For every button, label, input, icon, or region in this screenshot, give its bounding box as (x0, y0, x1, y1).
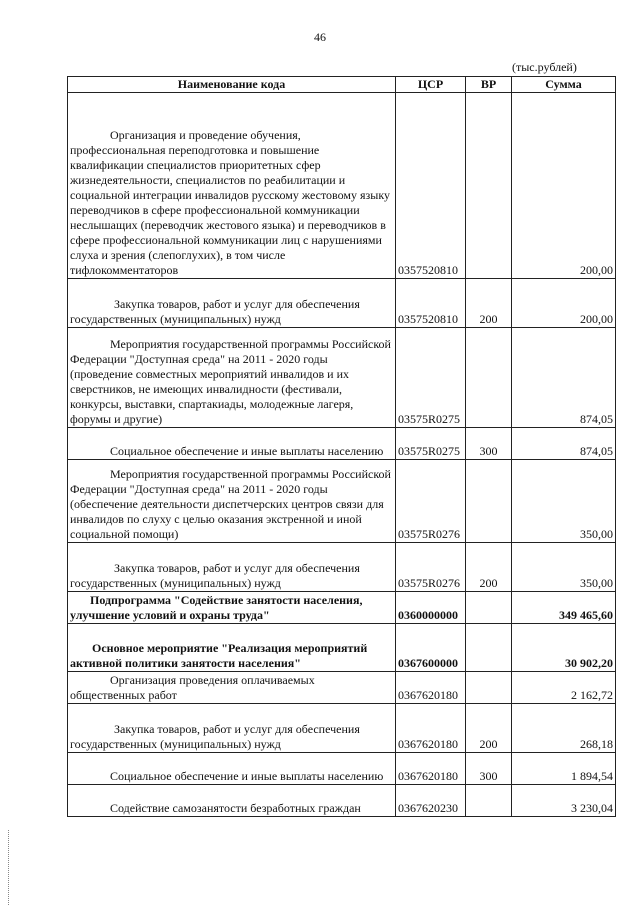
row-csr: 0360000000 (396, 592, 466, 624)
row-vr: 200 (466, 543, 512, 592)
row-name: Социальное обеспечение и иные выплаты населению (110, 769, 384, 783)
row-vr: 200 (466, 279, 512, 328)
table-row (68, 624, 616, 672)
row-name: Основное мероприятие "Реализация мероприятий активной политики занятости населения" (70, 641, 368, 670)
row-vr: 200 (466, 704, 512, 753)
page-number: 46 (314, 30, 326, 44)
row-vr (466, 93, 512, 279)
table-row (68, 93, 616, 279)
row-sum: 874,05 (512, 328, 616, 428)
row-csr: 03575R0276 (396, 460, 466, 543)
row-sum: 200,00 (512, 93, 616, 279)
row-csr: 0367600000 (396, 624, 466, 672)
row-csr: 03575R0276 (396, 543, 466, 592)
scan-artifact (8, 830, 11, 905)
table-row (68, 543, 616, 592)
row-sum: 2 162,72 (512, 672, 616, 704)
row-sum: 350,00 (512, 543, 616, 592)
row-vr (466, 672, 512, 704)
row-name: Закупка товаров, работ и услуг для обеспечения государственных (муниципальных) нужд (70, 297, 360, 326)
table-header-row (68, 77, 616, 93)
row-name: Мероприятия государственной программы Российской Федерации "Доступная среда" на 2011 - 2020 годы (обеспечение деятельности диспетчерских центров связи для инвалидов по слуху с целью оказания экстренной и иной социальной помощи) (70, 467, 391, 541)
row-vr (466, 785, 512, 817)
row-sum: 30 902,20 (512, 624, 616, 672)
budget-table (67, 76, 616, 817)
table-row (68, 279, 616, 328)
row-sum: 349 465,60 (512, 592, 616, 624)
row-csr: 0367620180 (396, 672, 466, 704)
row-name: Социальное обеспечение и иные выплаты населению (110, 444, 384, 458)
row-csr: 0367620180 (396, 753, 466, 785)
header-vr: ВР (466, 77, 512, 93)
header-csr: ЦСР (396, 77, 466, 93)
row-csr: 03575R0275 (396, 328, 466, 428)
row-csr: 0357520810 (396, 93, 466, 279)
header-name: Наименование кода (68, 77, 396, 93)
row-sum: 1 894,54 (512, 753, 616, 785)
row-sum: 200,00 (512, 279, 616, 328)
row-sum: 3 230,04 (512, 785, 616, 817)
row-csr: 0367620230 (396, 785, 466, 817)
table-row (68, 428, 616, 460)
units-label: (тыс.рублей) (512, 60, 577, 74)
row-vr: 300 (466, 428, 512, 460)
row-csr: 0357520810 (396, 279, 466, 328)
row-sum: 874,05 (512, 428, 616, 460)
row-csr: 03575R0275 (396, 428, 466, 460)
row-vr (466, 460, 512, 543)
row-vr (466, 328, 512, 428)
table-row (68, 328, 616, 428)
row-name: Организация проведения оплачиваемых общественных работ (70, 673, 315, 702)
row-vr: 300 (466, 753, 512, 785)
table-row (68, 785, 616, 817)
row-sum: 268,18 (512, 704, 616, 753)
table-row (68, 460, 616, 543)
row-csr: 0367620180 (396, 704, 466, 753)
table-row (68, 672, 616, 704)
row-name: Подпрограмма "Содействие занятости населения, улучшение условий и охраны труда" (70, 593, 363, 622)
row-name: Закупка товаров, работ и услуг для обеспечения государственных (муниципальных) нужд (70, 722, 360, 751)
row-name: Мероприятия государственной программы Российской Федерации "Доступная среда" на 2011 - 2020 годы (проведение совместных мероприятий инвалидов и их сверстников, не имеющих инвалидности (фестивали, конкурсы, выставки, спартакиады, молодежные лагеря, форумы и другие) (70, 337, 391, 426)
table-row (68, 704, 616, 753)
header-sum: Сумма (512, 77, 616, 93)
row-vr (466, 592, 512, 624)
table-row (68, 592, 616, 624)
row-sum: 350,00 (512, 460, 616, 543)
row-name: Организация и проведение обучения, профессиональная переподготовка и повышение квалификации специалистов приоритетных сфер жизнедеятельности, специалистов по реабилитации и социальной интеграции инвалидов русскому жестовому языку переводчиков в сфере профессиональной коммуникации неслышащих (переводчик жестового языка) и переводчиков в сфере профессиональной коммуникации лиц с нарушениями слуха и зрения (слепоглухих), в том числе тифлокомментаторов (70, 128, 390, 277)
row-vr (466, 624, 512, 672)
row-name: Закупка товаров, работ и услуг для обеспечения государственных (муниципальных) нужд (70, 561, 360, 590)
row-name: Содействие самозанятости безработных граждан (110, 801, 361, 815)
table-row (68, 753, 616, 785)
